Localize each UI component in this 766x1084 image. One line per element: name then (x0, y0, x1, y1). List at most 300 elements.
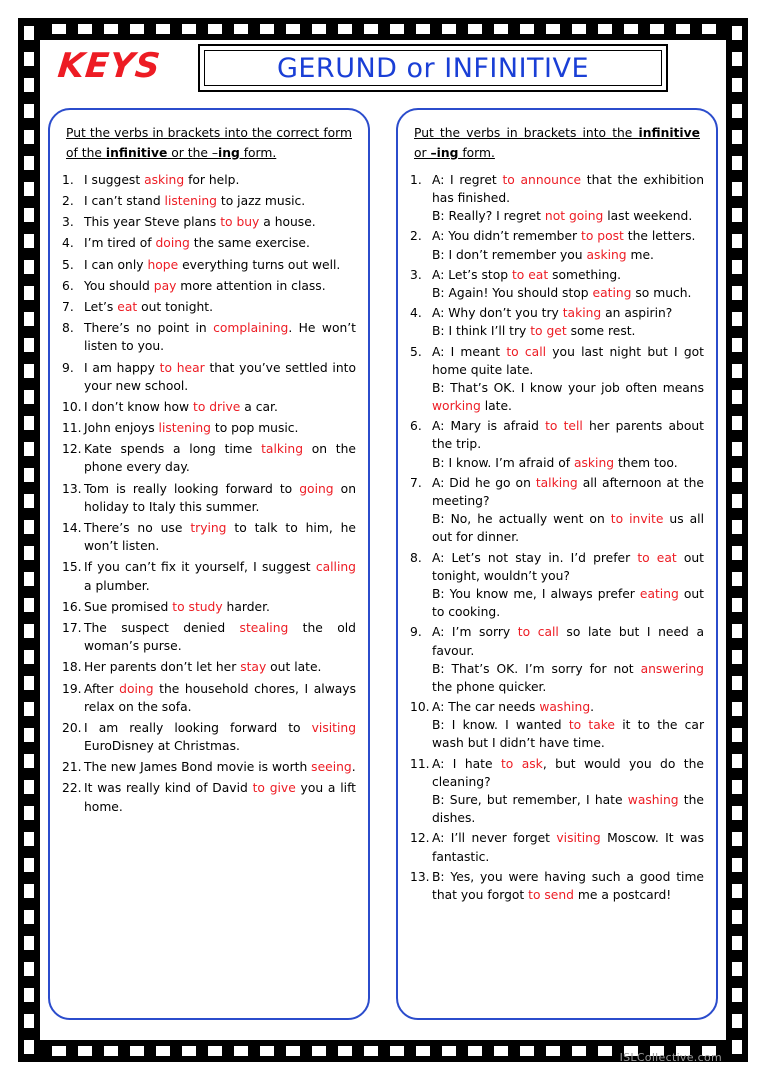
sentence-after: last weekend. (603, 209, 693, 224)
filmstrip-hole (732, 520, 742, 534)
sentence-after: late. (480, 399, 512, 414)
sentence-after: the household chores, I always relax on the sofa. (84, 681, 356, 714)
dialogue-line-b (432, 510, 704, 546)
filmstrip-hole (732, 312, 742, 326)
left-instruction-bold2: ing (218, 145, 240, 160)
sentence-before: A: You didn’t remember (432, 229, 582, 244)
sentence-after: some rest. (566, 324, 636, 339)
dialogue-line-a (432, 171, 704, 207)
list-item (62, 779, 356, 815)
right-instruction (414, 124, 700, 164)
answer-key: to eat (637, 550, 677, 565)
sentence-after: something. (548, 267, 622, 282)
filmstrip-hole (468, 1046, 482, 1056)
filmstrip-hole (732, 988, 742, 1002)
dialogue-line-a (432, 755, 704, 791)
filmstrip-top-border (18, 18, 748, 40)
dialogue-line-a (432, 266, 704, 284)
filmstrip-hole (182, 24, 196, 34)
sentence-after: Moscow. It was fantastic. (432, 831, 704, 864)
sentence-after: a plumber. (84, 578, 150, 593)
right-instruction-part1: Put the verbs in brackets into the (414, 126, 639, 140)
filmstrip-hole (732, 416, 742, 430)
filmstrip-hole (24, 104, 34, 118)
answer-key: complaining (213, 321, 289, 336)
filmstrip-hole (24, 884, 34, 898)
filmstrip-hole (78, 1046, 92, 1056)
left-instruction-part2: or the – (167, 145, 219, 160)
sentence-before: Kate spends a long time (84, 442, 262, 457)
filmstrip-hole (24, 286, 34, 300)
filmstrip-hole (312, 1046, 326, 1056)
answer-key: to give (252, 781, 296, 796)
filmstrip-hole (78, 24, 92, 34)
filmstrip-hole (104, 24, 118, 34)
filmstrip-hole (732, 1040, 742, 1054)
filmstrip-hole (732, 286, 742, 300)
answer-key: talking (535, 475, 578, 490)
filmstrip-hole (732, 78, 742, 92)
answer-key: visiting (556, 831, 601, 846)
filmstrip-hole (338, 24, 352, 34)
filmstrip-hole (24, 624, 34, 638)
filmstrip-hole (24, 182, 34, 196)
dialogue-line-b (432, 207, 704, 225)
filmstrip-hole (732, 156, 742, 170)
answer-key: to ask (500, 756, 543, 771)
filmstrip-hole (732, 572, 742, 586)
filmstrip-hole (732, 494, 742, 508)
left-instruction-bold1: infinitive (105, 145, 168, 160)
filmstrip-hole (494, 1046, 508, 1056)
list-item (62, 419, 356, 437)
sentence-after: so late but I need a favour. (432, 625, 704, 658)
sentence-before: B: That’s OK. I’m sorry for not (432, 661, 641, 676)
filmstrip-hole (24, 832, 34, 846)
filmstrip-hole (24, 650, 34, 664)
sentence-after: all afternoon at the meeting? (432, 475, 704, 508)
list-item (410, 417, 704, 472)
filmstrip-hole (130, 1046, 144, 1056)
filmstrip-hole (24, 546, 34, 560)
filmstrip-hole (520, 1046, 534, 1056)
dialogue-line-b (432, 716, 704, 752)
filmstrip-hole (52, 24, 66, 34)
sentence-before: A: I hate (432, 756, 501, 771)
filmstrip-hole (24, 520, 34, 534)
filmstrip-hole (732, 884, 742, 898)
filmstrip-hole (732, 234, 742, 248)
sentence-before: A: I regret (432, 172, 503, 187)
sentence-before: B: No, he actually went on (432, 512, 611, 527)
right-exercise-panel (396, 108, 718, 1020)
sentence-before: There’s no use (84, 521, 191, 535)
filmstrip-hole (732, 390, 742, 404)
filmstrip-hole (24, 598, 34, 612)
sentence-after: for help. (184, 172, 240, 187)
sentence-after: that the exhibition has finished. (432, 172, 704, 205)
filmstrip-hole (732, 130, 742, 144)
list-item (62, 256, 356, 274)
sentence-after: me. (626, 247, 654, 262)
sentence-after: a car. (240, 399, 278, 414)
filmstrip-hole (732, 364, 742, 378)
list-item (62, 619, 356, 655)
answer-key: going (299, 481, 334, 496)
sentence-before: I suggest (84, 172, 145, 187)
filmstrip-hole (598, 24, 612, 34)
filmstrip-hole (24, 962, 34, 976)
filmstrip-hole (234, 1046, 248, 1056)
list-item (410, 343, 704, 416)
sentence-after: it to the car wash but I didn’t have time. (432, 718, 705, 751)
filmstrip-hole (24, 442, 34, 456)
filmstrip-hole (24, 468, 34, 482)
filmstrip-hole (234, 24, 248, 34)
answer-key: eat (117, 299, 138, 314)
list-item (62, 359, 356, 395)
page-title: GERUND or INFINITIVE (276, 52, 590, 84)
sentence-after: them too. (614, 455, 678, 470)
sentence-after: you a lift home. (84, 781, 357, 814)
dialogue-line-a (432, 549, 704, 585)
sentence-before: B: That’s OK. I know your job often means (432, 380, 704, 395)
filmstrip-hole (468, 24, 482, 34)
list-item (410, 266, 704, 302)
sentence-before: It was really kind of David (84, 781, 253, 796)
filmstrip-hole (732, 208, 742, 222)
sentence-after: the same exercise. (189, 236, 310, 251)
sentence-before: This year Steve plans (84, 215, 221, 230)
sentence-before: John enjoys (84, 421, 159, 436)
filmstrip-hole (732, 702, 742, 716)
sentence-before: A: I’ll never forget (432, 831, 557, 846)
list-item (62, 398, 356, 416)
answer-key: to study (172, 599, 223, 614)
sentence-before: B: Yes, you were having such a good time that you forgot (432, 869, 704, 902)
dialogue-line-b (432, 660, 704, 696)
answer-key: to post (581, 229, 624, 244)
sentence-before: I can’t stand (84, 194, 165, 208)
sentence-after: out tonight. (137, 299, 214, 314)
left-instruction-part1: Put the verbs in brackets into the correct form of the (66, 126, 352, 160)
filmstrip-hole (732, 442, 742, 456)
filmstrip-hole (732, 1014, 742, 1028)
filmstrip-hole (130, 24, 144, 34)
dialogue-line-a (432, 623, 704, 659)
dialogue-line-b (432, 379, 704, 415)
list-item (62, 758, 356, 776)
answer-key: eating (592, 285, 632, 300)
filmstrip-hole (312, 24, 326, 34)
filmstrip-hole (732, 728, 742, 742)
filmstrip-hole (572, 24, 586, 34)
list-item (410, 549, 704, 622)
filmstrip-hole (650, 24, 664, 34)
sentence-before: B: I think I’ll try (432, 324, 531, 339)
sentence-before: A: I meant (432, 344, 507, 359)
filmstrip-hole (24, 702, 34, 716)
sentence-after: out to cooking. (432, 586, 704, 620)
sentence-after: to pop music. (210, 421, 299, 436)
dialogue-line-a (432, 474, 704, 510)
left-answer-list (62, 171, 356, 816)
filmstrip-hole (156, 1046, 170, 1056)
answer-key: asking (573, 455, 615, 470)
filmstrip-hole (24, 1040, 34, 1054)
answer-key: to call (506, 344, 547, 359)
sentence-after: . (590, 700, 595, 715)
filmstrip-hole (702, 24, 716, 34)
filmstrip-hole (24, 338, 34, 352)
sentence-before: A: I’m sorry (432, 625, 518, 640)
filmstrip-hole (24, 1014, 34, 1028)
answer-key: to hear (159, 360, 205, 375)
filmstrip-hole (732, 624, 742, 638)
filmstrip-hole (546, 1046, 560, 1056)
filmstrip-hole (156, 24, 170, 34)
filmstrip-hole (520, 24, 534, 34)
sentence-before: B: I know. I wanted (432, 718, 569, 733)
filmstrip-hole (442, 1046, 456, 1056)
filmstrip-right-border (726, 18, 748, 1062)
answer-key: taking (562, 306, 602, 321)
sentence-before: The new James Bond movie is worth (84, 760, 312, 775)
dialogue-line-b (432, 246, 704, 264)
sentence-before: A: The car needs (432, 700, 540, 715)
list-item (62, 234, 356, 252)
filmstrip-hole (732, 806, 742, 820)
filmstrip-hole (104, 1046, 118, 1056)
filmstrip-hole (24, 754, 34, 768)
filmstrip-hole (24, 156, 34, 170)
answer-key: asking (586, 247, 627, 262)
filmstrip-hole (732, 468, 742, 482)
sentence-before: I’m tired of (84, 236, 156, 251)
filmstrip-hole (732, 832, 742, 846)
answer-key: seeing (311, 760, 352, 775)
sentence-after: the old woman’s purse. (84, 620, 356, 654)
dialogue-line-b (432, 585, 704, 621)
filmstrip-hole (390, 1046, 404, 1056)
filmstrip-hole (732, 650, 742, 664)
filmstrip-hole (732, 104, 742, 118)
sentence-before: B: I know. I’m afraid of (432, 455, 574, 470)
filmstrip-hole (598, 1046, 612, 1056)
list-item (62, 440, 356, 476)
sentence-after: on holiday to Italy this summer. (84, 481, 356, 514)
dialogue-line-a (432, 868, 704, 904)
filmstrip-hole (286, 1046, 300, 1056)
filmstrip-hole (732, 936, 742, 950)
filmstrip-hole (24, 572, 34, 586)
list-item (410, 227, 704, 263)
list-item (410, 755, 704, 828)
filmstrip-hole (732, 546, 742, 560)
filmstrip-hole (182, 1046, 196, 1056)
title-box-inner (204, 50, 662, 86)
filmstrip-hole (24, 858, 34, 872)
list-item (62, 213, 356, 231)
list-item (410, 304, 704, 340)
filmstrip-hole (416, 24, 430, 34)
answer-key: pay (153, 278, 177, 293)
answer-key: trying (190, 521, 227, 535)
sentence-before: B: You know me, I always prefer (432, 586, 640, 601)
filmstrip-hole (52, 1046, 66, 1056)
answer-key: to get (530, 324, 567, 339)
list-item (62, 598, 356, 616)
answer-key: to announce (502, 172, 582, 187)
filmstrip-hole (24, 728, 34, 742)
list-item (410, 829, 704, 865)
filmstrip-hole (24, 208, 34, 222)
sentence-before: Tom is really looking forward to (84, 481, 300, 496)
filmstrip-hole (24, 260, 34, 274)
filmstrip-hole (494, 24, 508, 34)
list-item (62, 192, 356, 210)
answer-key: doing (155, 236, 190, 251)
filmstrip-hole (732, 962, 742, 976)
sentence-after: . He won’t listen to you. (84, 321, 356, 354)
answer-key: stay (240, 660, 267, 675)
list-item (62, 558, 356, 594)
answer-key: to buy (220, 215, 260, 230)
right-instruction-part2: or (414, 145, 431, 160)
sentence-before: I am happy (84, 360, 160, 375)
answer-key: calling (315, 560, 356, 575)
sentence-after: so much. (631, 285, 692, 300)
dialogue-line-a (432, 343, 704, 379)
answer-key: to invite (610, 512, 664, 527)
left-instruction (66, 124, 352, 164)
filmstrip-hole (24, 416, 34, 430)
filmstrip-hole (24, 676, 34, 690)
filmstrip-hole (732, 754, 742, 768)
dialogue-line-b (432, 284, 704, 302)
list-item (410, 171, 704, 226)
sentence-after: me a postcard! (573, 887, 672, 902)
list-item (62, 171, 356, 189)
filmstrip-hole (24, 130, 34, 144)
answer-key: eating (639, 586, 679, 601)
answer-key: talking (261, 442, 304, 457)
filmstrip-hole (732, 910, 742, 924)
filmstrip-hole (260, 1046, 274, 1056)
dialogue-line-b (432, 454, 704, 472)
filmstrip-hole (24, 26, 34, 40)
answer-key: visiting (311, 720, 356, 735)
filmstrip-hole (24, 806, 34, 820)
sentence-before: A: Mary is afraid (432, 419, 546, 434)
filmstrip-hole (24, 364, 34, 378)
sentence-before: A: Let’s stop (432, 267, 512, 282)
list-item (62, 277, 356, 295)
filmstrip-hole (24, 494, 34, 508)
answer-key: stealing (239, 620, 289, 635)
left-exercise-panel (48, 108, 370, 1020)
sentence-after: to jazz music. (216, 194, 306, 208)
filmstrip-hole (732, 676, 742, 690)
sentence-after: on the phone every day. (84, 442, 356, 475)
right-instruction-bold2: –ing (430, 145, 459, 160)
answer-key: washing (539, 700, 591, 715)
answer-key: listening (164, 194, 217, 208)
filmstrip-hole (208, 1046, 222, 1056)
filmstrip-hole (416, 1046, 430, 1056)
filmstrip-hole (24, 988, 34, 1002)
filmstrip-hole (676, 24, 690, 34)
filmstrip-hole (24, 52, 34, 66)
sentence-before: B: Again! You should stop (432, 285, 593, 300)
answer-key: to eat (511, 267, 549, 282)
filmstrip-hole (286, 24, 300, 34)
sentence-after: out late. (266, 660, 322, 675)
sentence-before: If you can’t fix it yourself, I suggest (84, 560, 316, 575)
title-box (198, 44, 668, 92)
sentence-after: the letters. (623, 229, 696, 244)
sentence-before: After (84, 681, 120, 696)
filmstrip-hole (546, 24, 560, 34)
right-instruction-bold1: infinitive (638, 126, 700, 140)
answer-key: to call (517, 625, 559, 640)
list-item (410, 868, 704, 904)
filmstrip-hole (24, 78, 34, 92)
list-item (62, 719, 356, 755)
sentence-before: A: Let’s not stay in. I’d prefer (432, 550, 638, 565)
left-instruction-part3: form. (239, 145, 277, 160)
filmstrip-hole (24, 780, 34, 794)
answer-key: working (432, 399, 481, 414)
filmstrip-hole (364, 24, 378, 34)
sentence-after: to talk to him, he won’t listen. (84, 521, 356, 554)
sentence-before: Her parents don’t let her (84, 660, 241, 675)
answer-key: hope (147, 257, 179, 272)
sentence-after: out tonight, wouldn’t you? (432, 550, 704, 583)
right-answer-list (410, 171, 704, 904)
answer-key: doing (119, 681, 154, 696)
sentence-before: A: Why don’t you try (432, 306, 563, 321)
sentence-before: You should (84, 278, 154, 293)
filmstrip-hole (24, 936, 34, 950)
filmstrip-hole (338, 1046, 352, 1056)
list-item (62, 519, 356, 555)
keys-label: KEYS (55, 46, 163, 86)
filmstrip-hole (732, 260, 742, 274)
answer-key: not going (544, 209, 604, 224)
filmstrip-hole (390, 24, 404, 34)
sentence-after: . (351, 760, 356, 775)
list-item (62, 319, 356, 355)
answer-key: washing (627, 793, 679, 807)
filmstrip-hole (208, 24, 222, 34)
filmstrip-hole (24, 312, 34, 326)
answer-key: to take (568, 718, 615, 733)
sentence-after: an aspirin? (601, 306, 673, 321)
sentence-after: her parents about the trip. (432, 419, 704, 452)
dialogue-line-a (432, 304, 704, 322)
list-item (410, 474, 704, 547)
sentence-after: us all out for dinner. (432, 512, 704, 545)
list-item (410, 623, 704, 696)
sentence-before: I don’t know how (84, 399, 193, 414)
answer-key: asking (144, 172, 185, 187)
sentence-before: B: Really? I regret (432, 209, 545, 224)
answer-key: to send (528, 887, 574, 902)
list-item (62, 658, 356, 676)
sentence-before: There’s no point in (84, 321, 214, 336)
dialogue-line-a (432, 829, 704, 865)
